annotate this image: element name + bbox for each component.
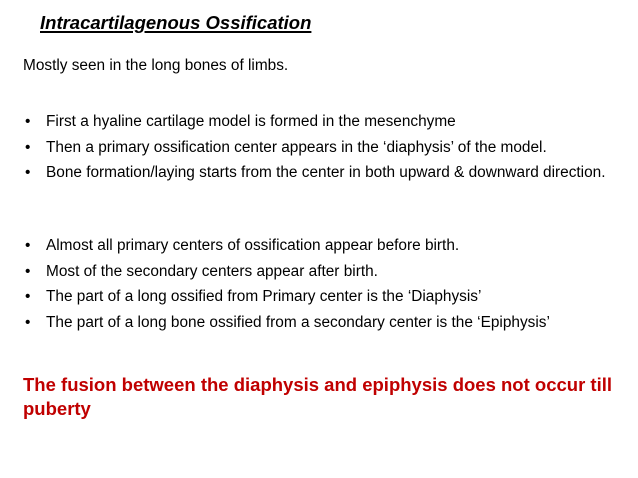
bullet-item [23,261,623,284]
bullet-icon: • [25,313,31,331]
bullet-item [23,312,623,335]
bullet-text: The part of a long bone ossified from a secondary center is the ‘Epiphysis’ [46,313,550,331]
bullet-item [23,137,623,160]
bullet-icon: • [25,262,31,280]
bullet-text: First a hyaline cartilage model is formed in the mesenchyme [46,113,456,130]
bullet-text: The part of a long ossified from Primary center is the ‘Diaphysis’ [46,288,482,305]
bullet-icon: • [25,138,31,156]
bullet-icon: • [25,288,31,305]
intro-text: Mostly seen in the long bones of limbs. [23,57,289,74]
bullet-item [23,111,623,134]
bullet-list-formation [23,111,623,188]
bullet-text: Most of the secondary centers appear after birth. [46,262,378,280]
bullet-icon: • [25,237,31,254]
bullet-icon: • [25,164,31,181]
bullet-icon: • [25,113,31,130]
bullet-item [23,286,623,309]
bullet-item [23,162,623,185]
bullet-text: Bone formation/laying starts from the center in both upward & downward direction. [46,164,606,181]
bullet-item [23,235,623,258]
bullet-text: Then a primary ossification center appears in the ‘diaphysis’ of the model. [46,138,547,156]
bullet-list-centers [23,235,623,337]
conclusion-highlight: The fusion between the diaphysis and epiphysis does not occur till puberty [23,374,613,419]
bullet-text: Almost all primary centers of ossification appear before birth. [46,237,460,254]
slide-title: Intracartilagenous Ossification [40,12,312,33]
